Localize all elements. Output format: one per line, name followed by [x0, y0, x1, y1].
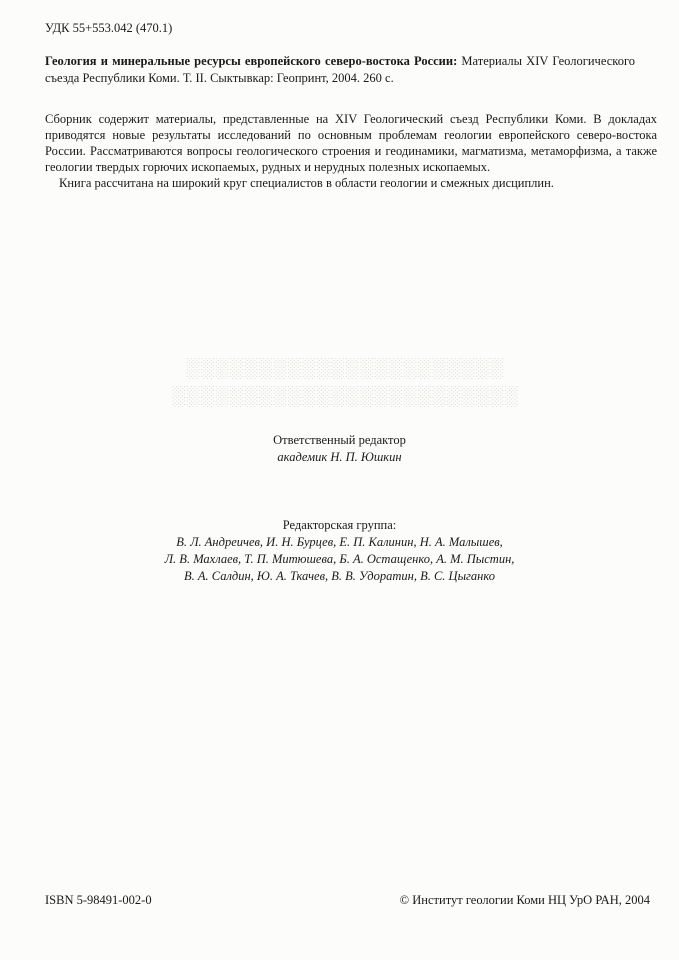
editor-name: академик Н. П. Юшкин — [277, 450, 402, 464]
show-through-mark: ░░░░░░░░░░░░░░░░░░░░░░░░ — [171, 386, 519, 407]
responsible-editor — [0, 432, 679, 466]
editor-label: Ответственный редактор — [273, 433, 406, 447]
editorial-group-line: В. Л. Андреичев, И. Н. Бурцев, Е. П. Калинин, Н. А. Малышев, — [176, 535, 503, 549]
abstract-paragraph-2: Книга рассчитана на широкий круг специалистов в области геологии и смежных дисциплин. — [59, 176, 554, 190]
editorial-group-line: Л. В. Махлаев, Т. П. Митюшева, Б. А. Остащенко, А. М. Пыстин, — [164, 552, 515, 566]
udk-code: УДК 55+553.042 (470.1) — [45, 21, 173, 35]
editorial-group-label: Редакторская группа: — [282, 518, 397, 532]
bibliographic-citation — [45, 53, 635, 87]
show-through-mark: ░░░░░░░░░░░░░░░░░░░░░░ — [185, 358, 505, 379]
editorial-group-line: В. А. Салдин, Ю. А. Ткачев, В. В. Удоратин, В. С. Цыганко — [184, 569, 495, 583]
abstract-paragraph-1: Сборник содержит материалы, представленные на XIV Геологический съезд Республики Коми. В докладах приводятся новые результаты исследований по основным проблемам геологии европейского северо-востока России. Рассматриваются вопросы геологического строения и геодинамики, магматизма, метаморфизма, а также геологии твердых горючих ископаемых, рудных и нерудных полезных ископаемых. — [45, 112, 657, 174]
abstract — [45, 111, 657, 191]
copyright-notice: © Институт геологии Коми НЦ УрО РАН, 2004 — [399, 893, 650, 907]
isbn: ISBN 5-98491-002-0 — [45, 893, 152, 907]
citation-details: Материалы XIV Геологического съезда Республики Коми. Т. II. Сыктывкар: Геопринт, 2004. 260 с. — [45, 54, 636, 85]
citation-title: Геология и минеральные ресурсы европейского северо-востока России: — [45, 54, 458, 68]
editorial-group — [0, 517, 679, 585]
